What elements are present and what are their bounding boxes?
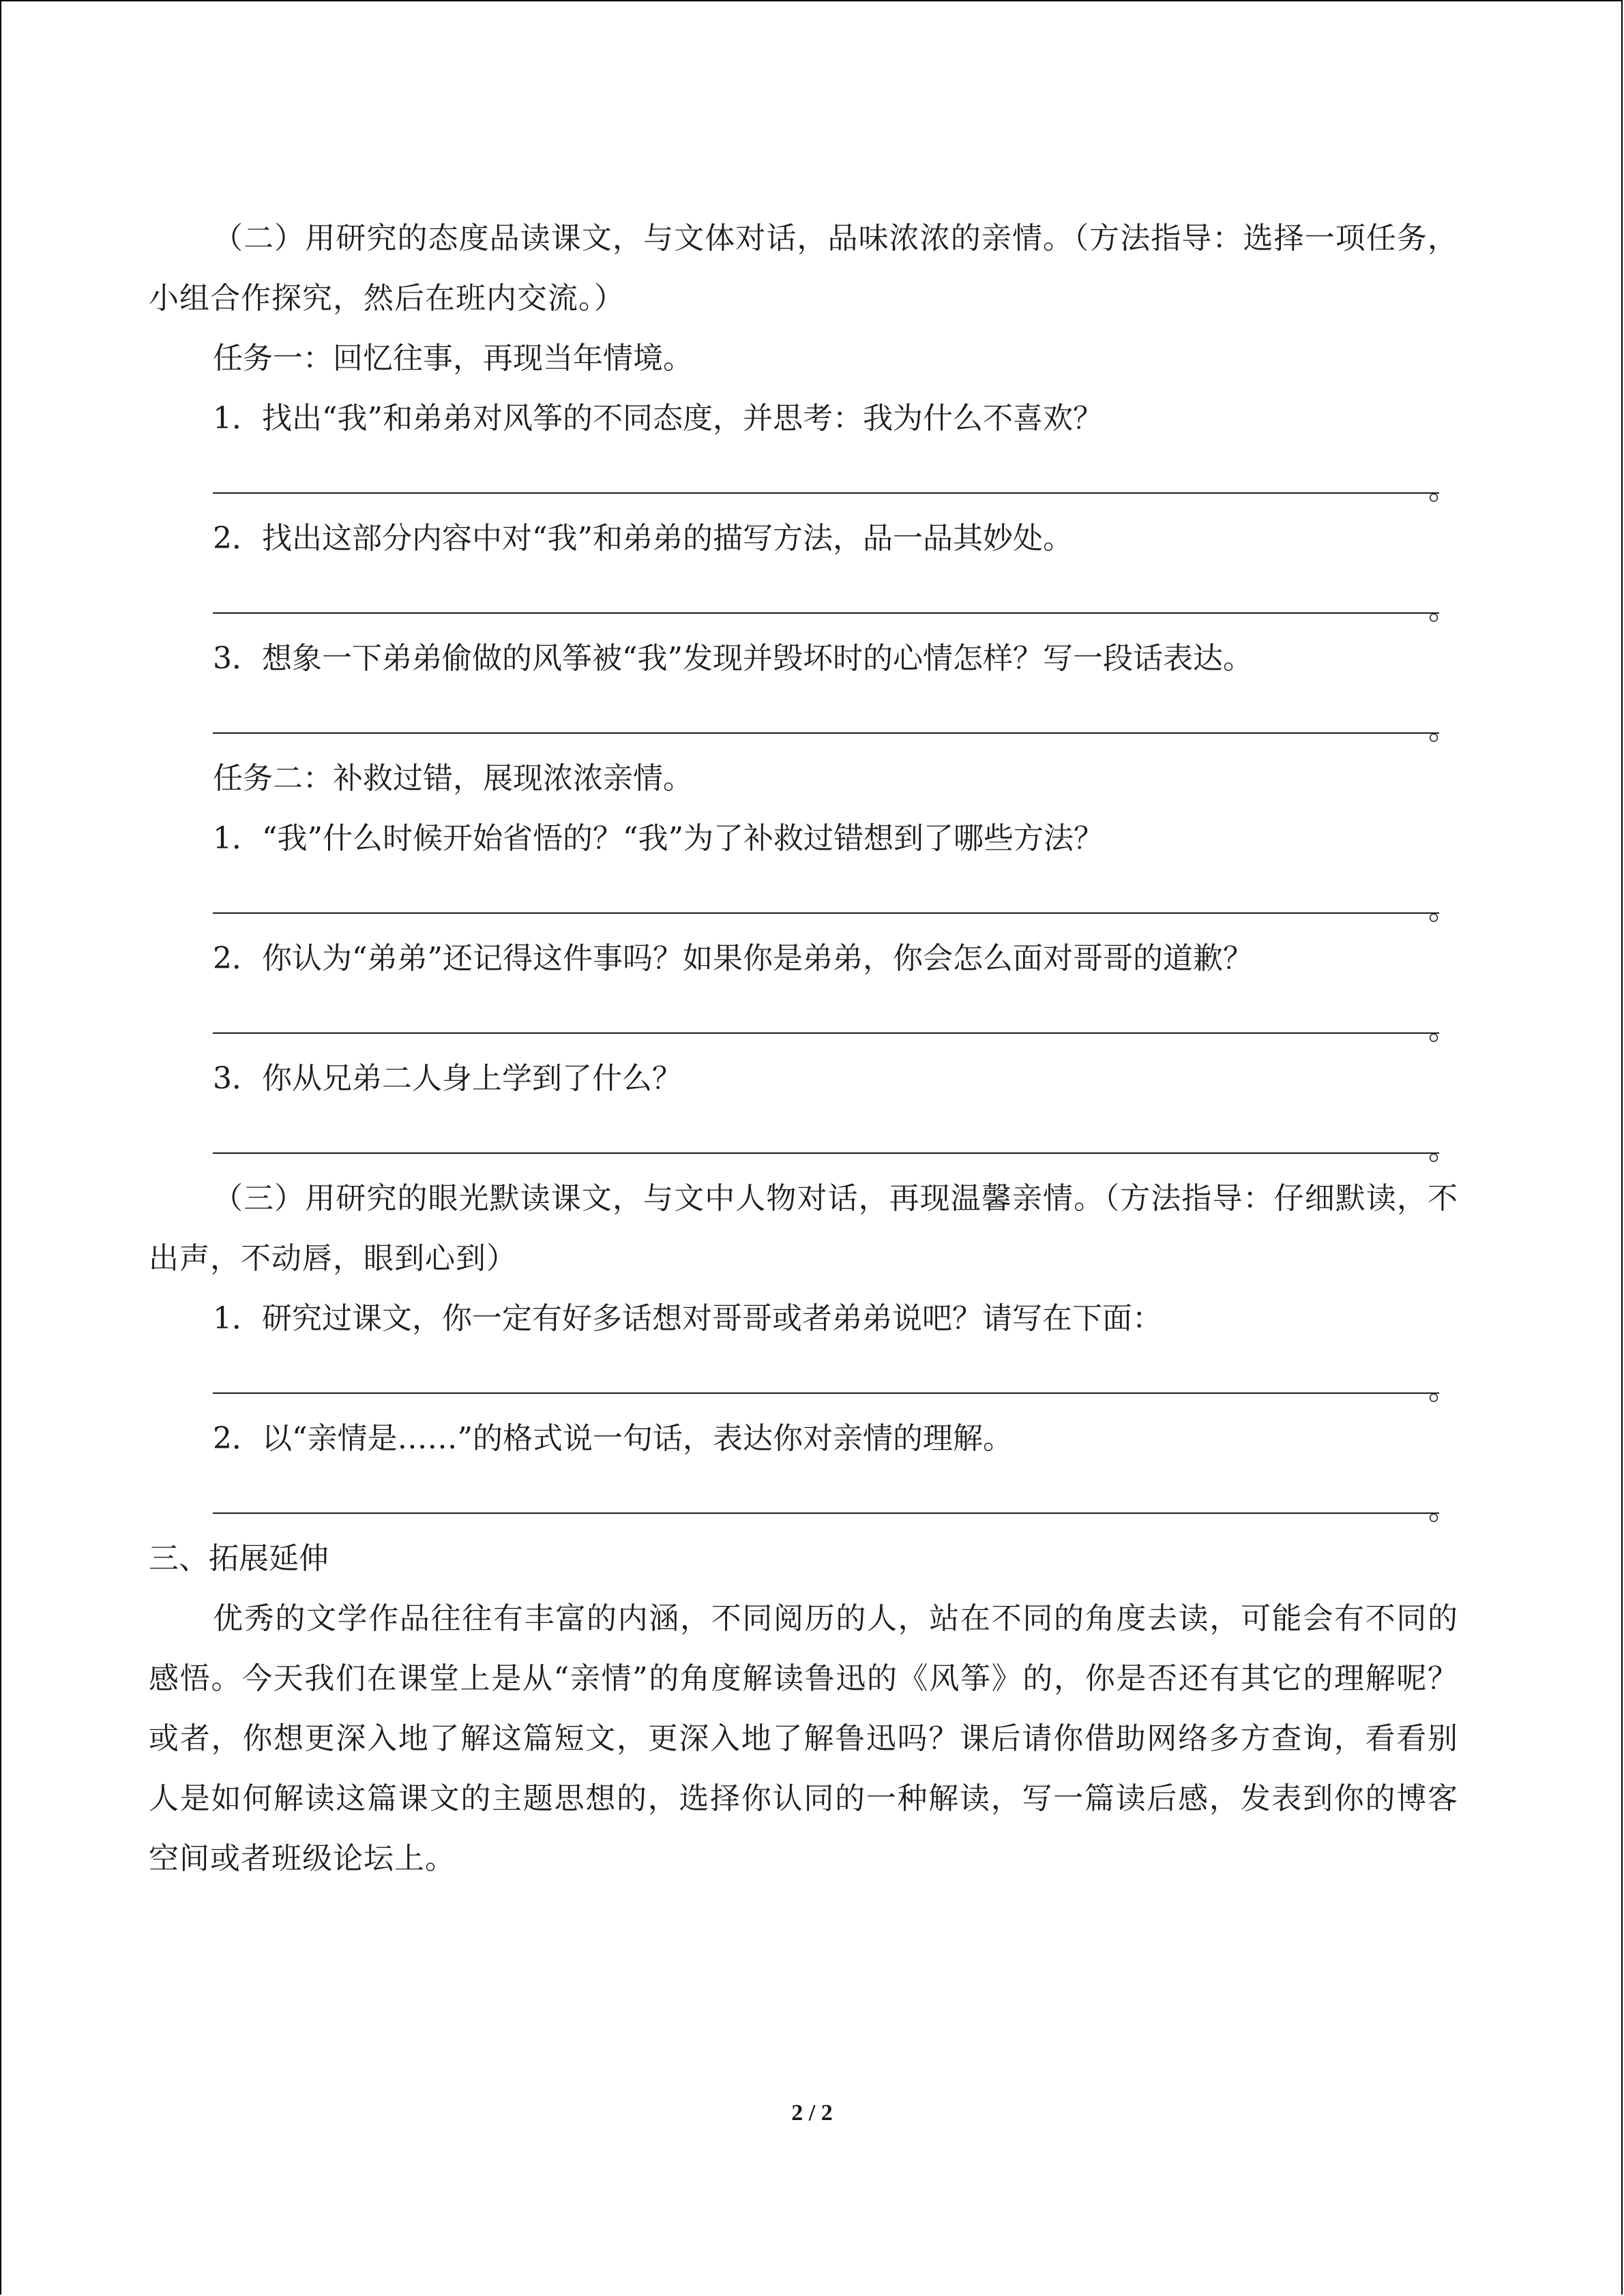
answer-blank[interactable] <box>149 869 1458 929</box>
section-three-intro: （三）用研究的眼光默读课文，与文中人物对话，再现温馨亲情。（方法指导：仔细默读，不出声，不动唇，眼到心到） <box>149 1181 1458 1276</box>
answer-underline <box>213 732 1439 734</box>
answer-blank[interactable] <box>149 1109 1458 1169</box>
answer-blank[interactable] <box>149 689 1458 749</box>
answer-blank[interactable] <box>149 1469 1458 1529</box>
answer-underline <box>213 912 1439 914</box>
section-two-intro: （二）用研究的态度品读课文，与文体对话，品味浓浓的亲情。（方法指导：选择一项任务，小组合作探究，然后在班内交流。） <box>149 221 1458 316</box>
task-one-title: 任务一：回忆往事，再现当年情境。 <box>213 341 693 376</box>
task-one-question-1: 1．找出“我”和弟弟对风筝的不同态度，并思考：我为什么不喜欢？ <box>213 401 1103 436</box>
answer-underline <box>213 492 1439 494</box>
section-three-question-1: 1．研究过课文，你一定有好多话想对哥哥或者弟弟说吧？请写在下面： <box>213 1301 1162 1336</box>
section-three-question-2: 2．以“亲情是……”的格式说一句话，表达你对亲情的理解。 <box>213 1421 1013 1456</box>
blank-period: 。 <box>1428 592 1458 627</box>
blank-period: 。 <box>1428 1492 1458 1527</box>
blank-period: 。 <box>1428 712 1458 747</box>
answer-blank[interactable] <box>149 449 1458 509</box>
task-two-question-1: 1．“我”什么时候开始省悟的？“我”为了补救过错想到了哪些方法？ <box>213 821 1104 856</box>
answer-blank[interactable] <box>149 1349 1458 1409</box>
task-two-question-3: 3．你从兄弟二人身上学到了什么？ <box>213 1061 682 1096</box>
blank-period: 。 <box>1428 892 1458 927</box>
task-two-title: 任务二：补救过错，展现浓浓亲情。 <box>213 761 693 796</box>
answer-underline <box>213 612 1439 614</box>
answer-blank[interactable] <box>149 989 1458 1049</box>
blank-period: 。 <box>1428 1012 1458 1047</box>
task-one-question-3: 3．想象一下弟弟偷做的风筝被“我”发现并毁坏时的心情怎样？写一段话表达。 <box>213 641 1253 676</box>
answer-underline <box>213 1512 1439 1514</box>
part-three-heading: 三、拓展延伸 <box>149 1541 329 1576</box>
blank-period: 。 <box>1428 472 1458 507</box>
answer-underline <box>213 1152 1439 1154</box>
blank-period: 。 <box>1428 1132 1458 1167</box>
part-three-body: 优秀的文学作品往往有丰富的内涵，不同阅历的人，站在不同的角度去读，可能会有不同的感悟。今天我们在课堂上是从“亲情”的角度解读鲁迅的《风筝》的，你是否还有其它的理解呢？或者，你想更深入地了解这篇短文，更深入地了解鲁迅吗？课后请你借助网络多方查询，看看别人是如何解读这篇课文的主题思想的，选择你认同的一种解读，写一篇读后感，发表到你的博客空间或者班级论坛上。 <box>149 1601 1458 1876</box>
answer-blank[interactable] <box>149 569 1458 629</box>
answer-underline <box>213 1032 1439 1034</box>
task-two-question-2: 2．你认为“弟弟”还记得这件事吗？如果你是弟弟，你会怎么面对哥哥的道歉？ <box>213 941 1253 976</box>
worksheet-content <box>149 209 1458 1889</box>
answer-underline <box>213 1392 1439 1394</box>
task-one-question-2: 2．找出这部分内容中对“我”和弟弟的描写方法，品一品其妙处。 <box>213 521 1073 556</box>
page-number: 2 / 2 <box>791 2100 833 2126</box>
blank-period: 。 <box>1428 1372 1458 1407</box>
